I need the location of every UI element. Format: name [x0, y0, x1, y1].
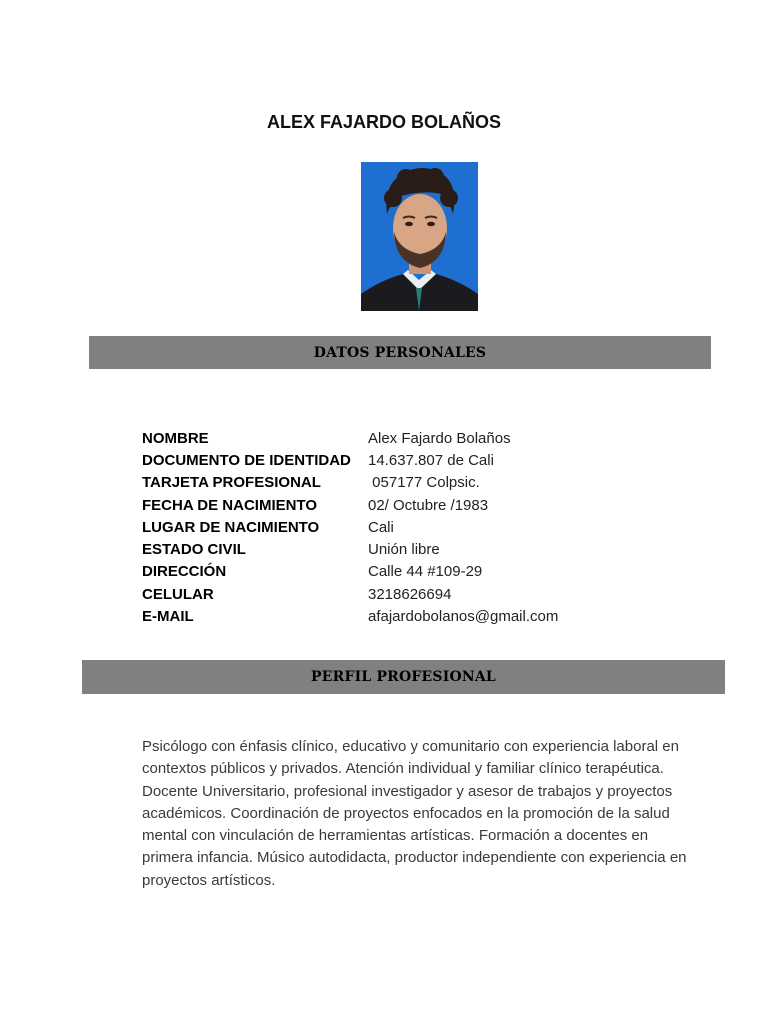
info-row [142, 494, 558, 516]
info-label: NOMBRE [142, 429, 209, 447]
profile-summary: Psicólogo con énfasis clínico, educativo y comunitario con experiencia laboral en contextos públicos y privados. Atención individual y familiar clínico terapéutica. Docente Universitario, profesional investigador y asesor de trabajos y proyectos académicos. Coordinación de proyectos enfocados en la promoción de la salud mental con vinculación de herramientas artísticas. Formación a docentes en primera infancia. Músico autodidacta, productor independiente con experiencia en proyectos artísticos. [142, 738, 687, 889]
portrait-image [361, 162, 478, 311]
info-label: TARJETA PROFESIONAL [142, 474, 321, 492]
info-row [142, 427, 558, 449]
info-row [142, 583, 558, 605]
info-row [142, 538, 558, 560]
info-value: Cali [368, 518, 394, 536]
info-label: FECHA DE NACIMIENTO [142, 496, 318, 514]
info-value: 02/ Octubre /1983 [368, 496, 489, 514]
personal-info-table [142, 427, 558, 628]
info-value: Unión libre [368, 541, 440, 559]
info-label: DOCUMENTO DE IDENTIDAD [142, 451, 351, 469]
page-title: ALEX FAJARDO BOLAÑOS [266, 112, 502, 132]
info-row [142, 605, 558, 627]
email-value: afajardobolanos@gmail.com [368, 608, 559, 626]
info-row [142, 449, 558, 471]
info-value: 3218626694 [368, 585, 452, 603]
info-label: CELULAR [142, 585, 214, 603]
section-header-datos-personales: DATOS PERSONALES [89, 336, 711, 369]
info-row [142, 561, 558, 583]
info-row [142, 516, 558, 538]
info-label: DIRECCIÓN [142, 563, 227, 581]
profile-photo [361, 162, 478, 311]
info-label: E-MAIL [142, 608, 194, 626]
info-row [142, 472, 558, 494]
info-value: Alex Fajardo Bolaños [368, 429, 511, 447]
info-value: 057177 Colpsic. [368, 474, 480, 492]
info-value: Calle 44 #109-29 [368, 563, 483, 581]
info-label: ESTADO CIVIL [142, 541, 246, 559]
info-value: 14.637.807 de Cali [368, 451, 494, 469]
section-header-perfil-profesional: PERFIL PROFESIONAL [82, 660, 725, 694]
info-label: LUGAR DE NACIMIENTO [142, 518, 320, 536]
